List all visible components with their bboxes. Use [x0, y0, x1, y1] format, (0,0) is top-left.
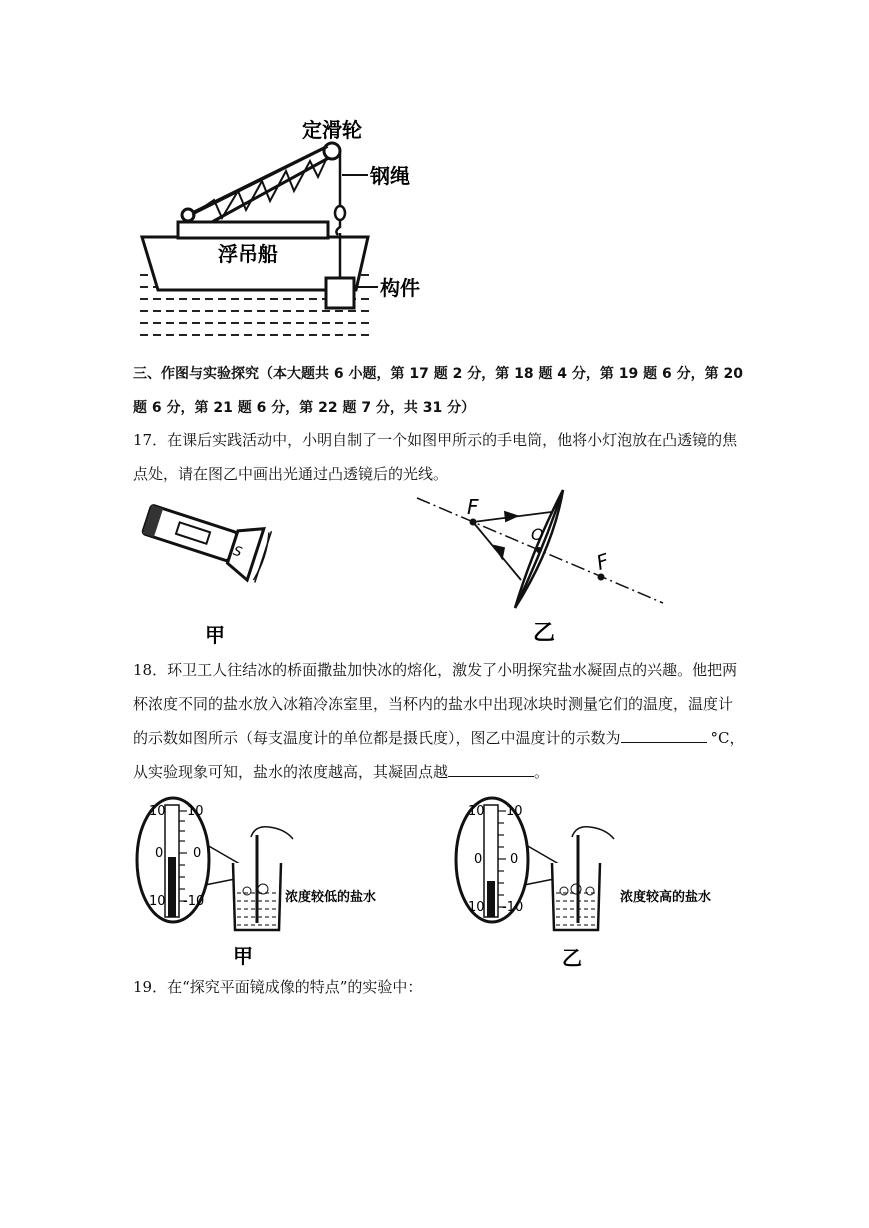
- lens-figure: [415, 488, 670, 648]
- q19-line1: 19．在“探究平面镜成像的特点”的实验中：: [133, 978, 423, 996]
- crane-boom: [188, 145, 334, 222]
- q17-line2: 点处，请在图乙中画出光通过凸透镜后的光线。: [133, 465, 449, 483]
- svg-text:-10: -10: [183, 894, 205, 909]
- svg-text:0: 0: [155, 846, 164, 861]
- q18-line3: 的示数如图所示（每支温度计的单位都是摄氏度），图乙中温度计的示数为 °C，: [133, 729, 745, 747]
- answer-blank-temperature[interactable]: [621, 728, 707, 743]
- ship-deck: [178, 222, 328, 238]
- flashlight-figure: [135, 500, 305, 650]
- svg-text:10: 10: [149, 804, 166, 819]
- svg-text:0: 0: [510, 852, 519, 867]
- svg-text:10: 10: [468, 900, 485, 915]
- section-heading-line2: 题 6 分，第 21 题 6 分，第 22 题 7 分，共 31 分）: [133, 400, 476, 416]
- thermometer-figure-b: [450, 795, 740, 970]
- svg-text:0: 0: [474, 852, 483, 867]
- svg-text:10: 10: [468, 804, 485, 819]
- fig17-a-label: 甲: [205, 623, 225, 647]
- svg-text:0: 0: [193, 846, 202, 861]
- mercury-column-a: [168, 857, 176, 917]
- fig18-b-label: 乙: [562, 946, 582, 970]
- hook-ring: [335, 206, 345, 220]
- mercury-column-b: [487, 881, 495, 917]
- center-label: O: [531, 525, 544, 544]
- fig17-b-label: 乙: [533, 621, 556, 646]
- svg-text:-10: -10: [502, 900, 524, 915]
- thermometer-figure-a: [135, 795, 415, 970]
- svg-text:10: 10: [187, 804, 204, 819]
- focus-label-left: F: [467, 495, 479, 519]
- optical-center: [536, 547, 542, 553]
- beaker-b: [552, 863, 600, 930]
- focus-label-right: F: [593, 548, 612, 575]
- label-rope: 钢绳: [370, 164, 410, 188]
- q17-line1: 17．在课后实践活动中，小明自制了一个如图甲所示的手电筒，他将小灯泡放在凸透镜的焦: [133, 431, 738, 449]
- fig18-a-label: 甲: [233, 944, 253, 968]
- svg-text:10: 10: [149, 894, 166, 909]
- component-block: [326, 278, 354, 308]
- fixed-pulley: [324, 143, 340, 159]
- answer-blank-freezing-point[interactable]: [448, 762, 534, 777]
- label-ship: 浮吊船: [218, 242, 278, 266]
- label-component: 构件: [380, 276, 420, 300]
- back-rope: [192, 147, 328, 215]
- q18-line4: 从实验现象可知，盐水的浓度越高，其凝固点越 。: [133, 763, 550, 781]
- q18-line2: 杯浓度不同的盐水放入冰箱冷冻室里，当杯内的盐水中出现冰块时测量它们的温度，温度计: [133, 695, 734, 713]
- label-pulley: 定滑轮: [302, 118, 362, 142]
- section-heading-line1: 三、作图与实验探究（本大题共 6 小题，第 17 题 2 分，第 18 题 4 分，第 19 题 6 分，第 20: [133, 366, 744, 382]
- hook: [336, 220, 340, 235]
- caption-a: 浓度较低的盐水: [285, 890, 377, 905]
- caption-b: 浓度较高的盐水: [620, 890, 712, 905]
- bulb-label: S: [231, 543, 244, 561]
- q18-line1: 18．环卫工人往结冰的桥面撒盐加快冰的熔化，激发了小明探究盐水凝固点的兴趣。他把两: [133, 661, 738, 679]
- svg-text:10: 10: [506, 804, 523, 819]
- crane-figure: [130, 115, 450, 350]
